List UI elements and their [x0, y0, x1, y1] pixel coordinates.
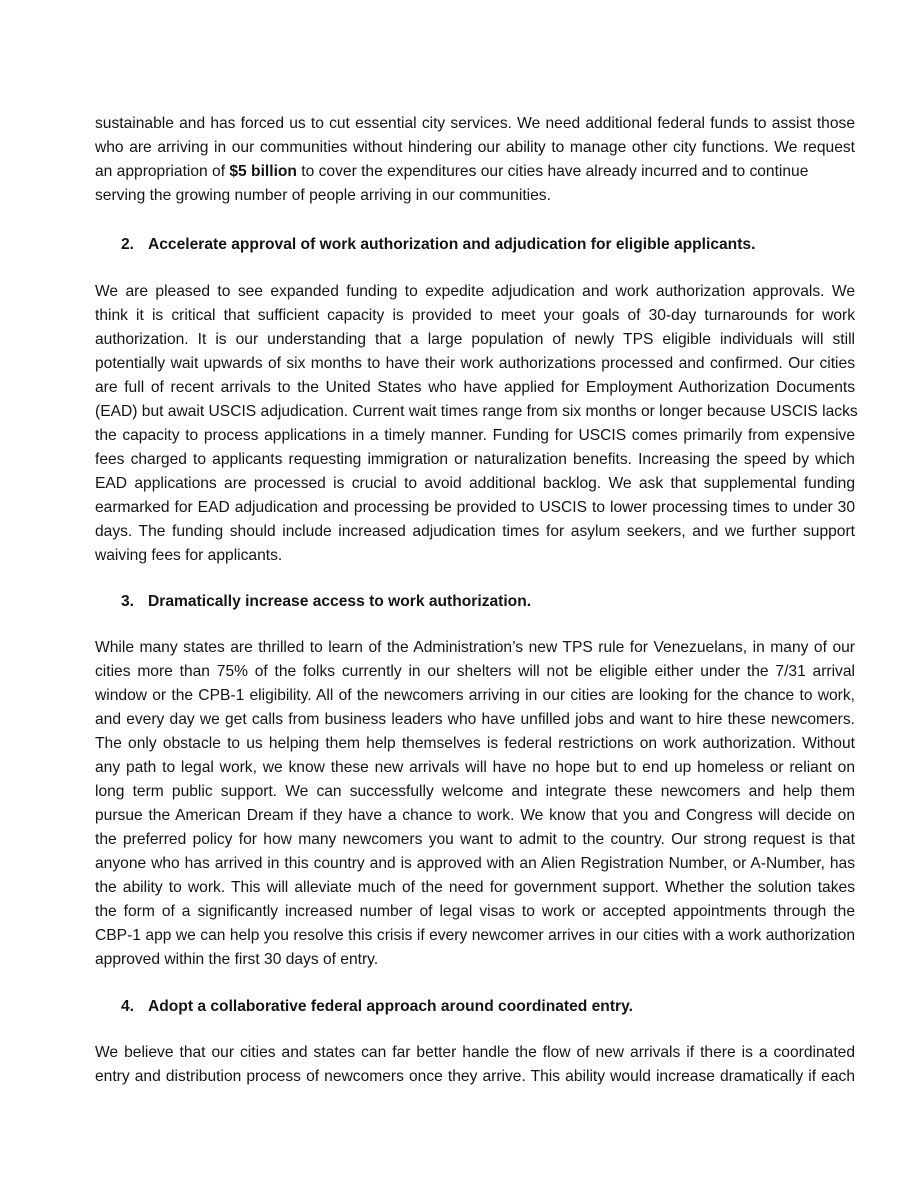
- section-3-line: the ability to work. This will alleviate much of the need for government support. Whether the solution takes: [95, 879, 855, 896]
- section-3-line: window or the CPB-1 eligibility. All of the newcomers arriving in our cities are looking for the chance to work,: [95, 687, 855, 704]
- section-3-line: the preferred policy for how many newcomers you want to admit to the country. Our strong request is that: [95, 831, 855, 848]
- intro-line-3-lead: an appropriation of: [95, 163, 230, 180]
- section-2-line: fees charged to applicants requesting immigration or naturalization benefits. Increasing the speed by which: [95, 451, 855, 468]
- section-3-line: anyone who has arrived in this country and is approved with an Alien Registration Number, or A-Number, has: [95, 855, 855, 872]
- section-2-line: the capacity to process applications in a timely manner. Funding for USCIS comes primarily from expensive: [95, 427, 855, 444]
- intro-line-4: serving the growing number of people arriving in our communities.: [95, 187, 551, 204]
- intro-line-2: who are arriving in our communities without hindering our ability to manage other city functions. We request: [95, 139, 855, 156]
- section-3-line: The only obstacle to us helping them help themselves is federal restrictions on work authorization. Without: [95, 735, 855, 752]
- section-3-title: Dramatically increase access to work authorization.: [148, 593, 532, 610]
- intro-line-1: sustainable and has forced us to cut essential city services. We need additional federal funds to assist those: [95, 115, 855, 132]
- section-3-line: long term public support. We can successfully welcome and integrate these newcomers and help them: [95, 783, 855, 800]
- section-2-heading: [121, 233, 861, 257]
- section-2-line: EAD applications are processed is crucial to avoid additional backlog. We ask that supplemental funding: [95, 475, 855, 492]
- section-3-line: pursue the American Dream if they have a chance to work. We know that you and Congress will decide on: [95, 807, 855, 824]
- section-3-line: CBP-1 app we can help you resolve this crisis if every newcomer arrives in our cities with a work authorization: [95, 927, 855, 944]
- section-2-line: (EAD) but await USCIS adjudication. Current wait times range from six months or longer because USCIS lacks: [95, 403, 858, 420]
- intro-line-3-tail: to cover the expenditures our cities have already incurred and to continue: [296, 163, 809, 180]
- section-3-line: the form of a significantly increased number of legal visas to work or accepted appointments through the: [95, 903, 855, 920]
- section-3-line: any path to legal work, we know these new arrivals will have no hope but to end up homeless or reliant on: [95, 759, 855, 776]
- funding-amount: $5 billion: [229, 163, 297, 180]
- section-2-line: think it is critical that sufficient capacity is provided to meet your goals of 30-day turnarounds for work: [95, 307, 855, 324]
- section-2-title: Accelerate approval of work authorization and adjudication for eligible applicants.: [148, 236, 756, 253]
- section-3-line: and every day we get calls from business leaders who have unfilled jobs and want to hire these newcomers.: [95, 711, 855, 728]
- section-3-line: approved within the first 30 days of entry.: [95, 951, 379, 968]
- section-2-line: are full of recent arrivals to the United States who have applied for Employment Authorization Documents: [95, 379, 855, 396]
- section-3-line: While many states are thrilled to learn of the Administration’s new TPS rule for Venezuelans, in many of our: [95, 639, 855, 656]
- section-3-number: 3.: [121, 593, 135, 610]
- section-2-line: We are pleased to see expanded funding to expedite adjudication and work authorization approvals. We: [95, 283, 855, 300]
- section-4-line: We believe that our cities and states can far better handle the flow of new arrivals if there is a coordinated: [95, 1044, 855, 1061]
- section-2-body: [95, 280, 858, 568]
- section-4-line: entry and distribution process of newcomers once they arrive. This ability would increase dramatically if each: [95, 1068, 855, 1085]
- intro-paragraph: [95, 112, 855, 208]
- section-2-line: authorization. It is our understanding that a large population of newly TPS eligible individuals will still: [95, 331, 855, 348]
- section-4-number: 4.: [121, 998, 135, 1015]
- section-3-body: [95, 636, 855, 972]
- section-2-line: potentially wait upwards of six months to have their work authorizations processed and confirmed. Our cities: [95, 355, 855, 372]
- section-2-line: earmarked for EAD adjudication and processing be provided to USCIS to lower processing times to under 30: [95, 499, 855, 516]
- section-3-line: cities more than 75% of the folks currently in our shelters will not be eligible either under the 7/31 arrival: [95, 663, 855, 680]
- section-2-number: 2.: [121, 236, 135, 253]
- section-4-body: [95, 1041, 855, 1089]
- section-4-title: Adopt a collaborative federal approach around coordinated entry.: [148, 998, 633, 1015]
- intro-line-3: [95, 160, 855, 184]
- section-2-line: days. The funding should include increased adjudication times for asylum seekers, and we further support: [95, 523, 855, 540]
- section-4-heading: [121, 995, 861, 1019]
- section-3-heading: [121, 590, 861, 614]
- section-2-line: waiving fees for applicants.: [95, 547, 283, 564]
